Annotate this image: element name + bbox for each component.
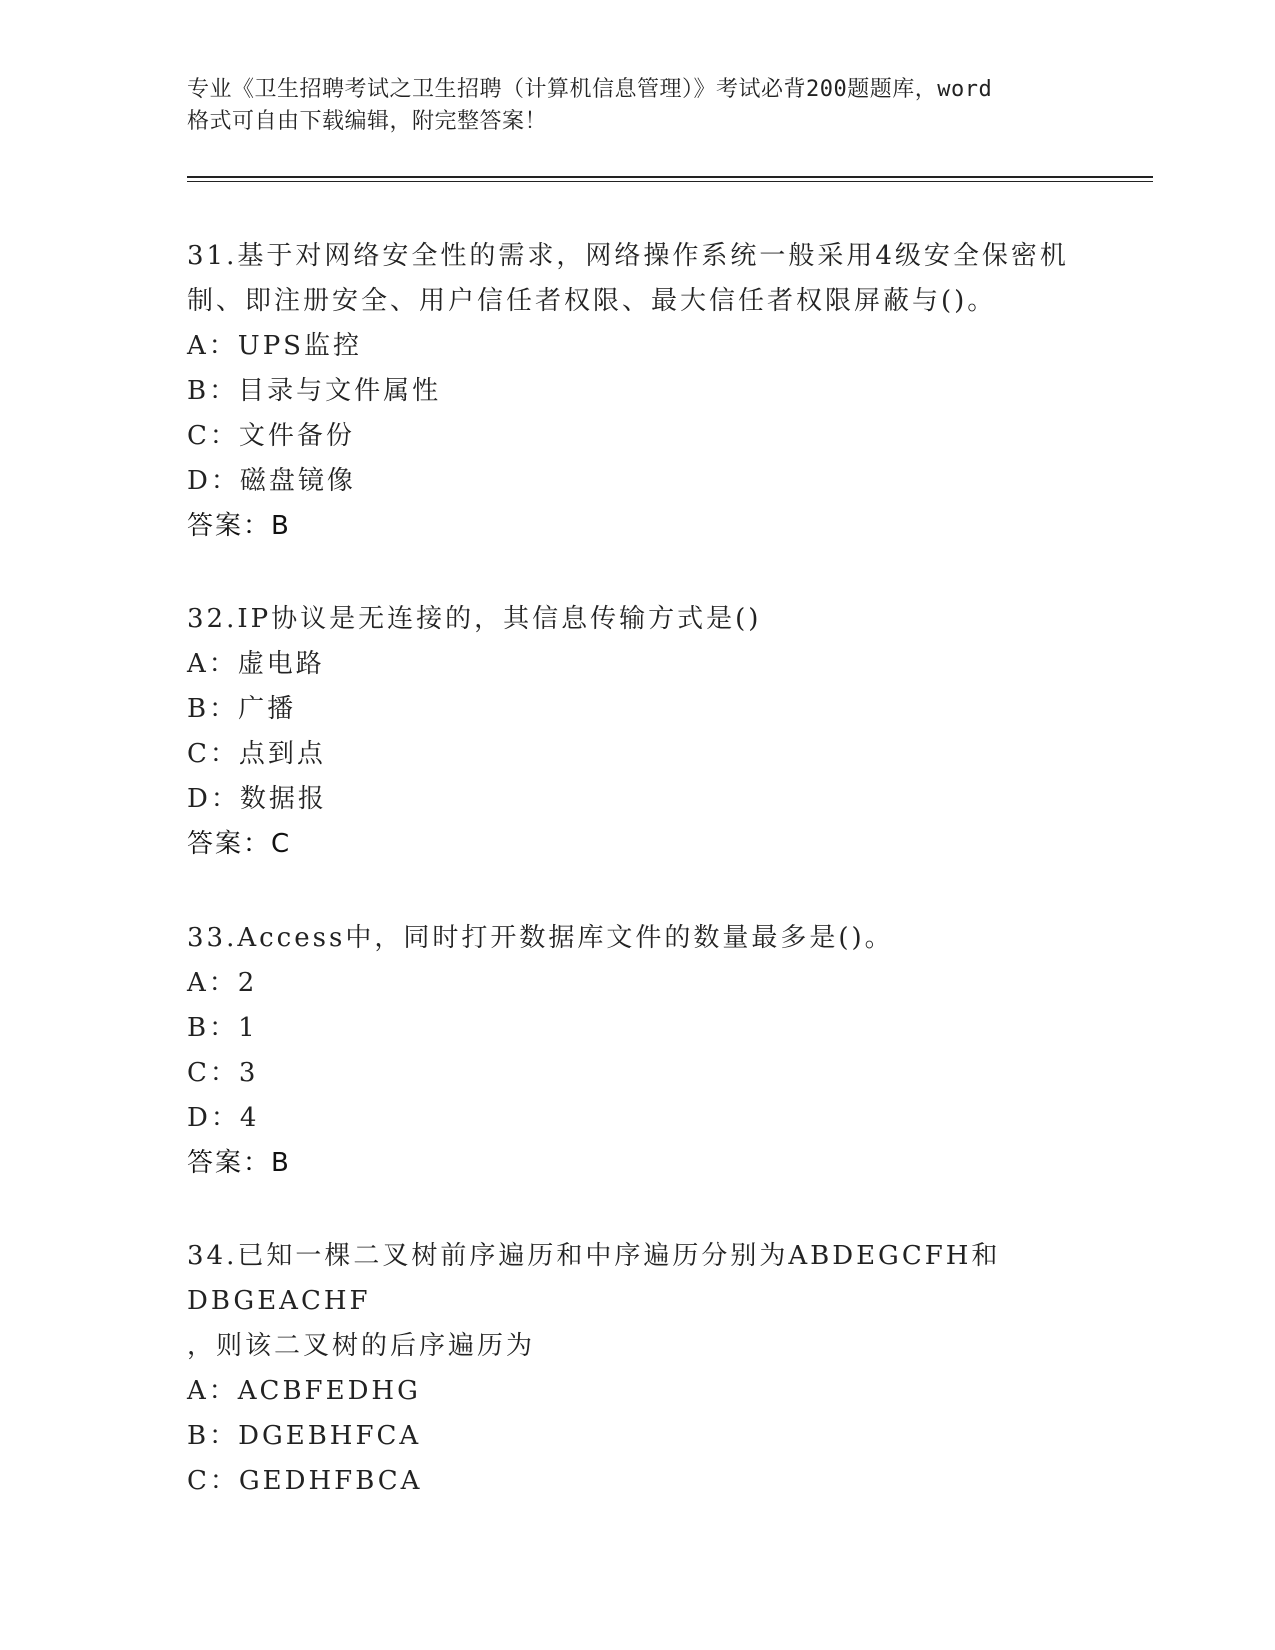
option-a: A：ACBFEDHG (187, 1376, 421, 1406)
question-stem-line-2: 制、即注册安全、用户信任者权限、最大信任者权限屏蔽与()。 (187, 286, 997, 316)
option-b: B：DGEBHFCA (187, 1421, 422, 1451)
answer-line: 答案：B (187, 511, 291, 541)
option-a: A：虚电路 (187, 649, 325, 679)
header-title-line-2: 格式可自由下载编辑，附完整答案！ (187, 109, 548, 134)
option-d: D：4 (187, 1103, 260, 1133)
option-b: B：广播 (187, 694, 297, 724)
option-a: A：2 (187, 968, 258, 998)
option-c: C：GEDHFBCA (187, 1466, 423, 1496)
answer-line: 答案：C (187, 829, 292, 859)
option-d: D：磁盘镜像 (187, 466, 356, 496)
question-33 (187, 916, 1087, 1186)
option-c: C：3 (187, 1058, 259, 1088)
header-divider-thin (187, 181, 1153, 182)
question-stem-line-1: 32.IP协议是无连接的，其信息传输方式是() (187, 604, 762, 634)
question-34 (187, 1234, 1087, 1504)
option-c: C：文件备份 (187, 421, 355, 451)
document-header (187, 74, 1087, 138)
option-b: B：1 (187, 1013, 258, 1043)
option-d: D：数据报 (187, 784, 327, 814)
question-31 (187, 234, 1087, 549)
option-b: B：目录与文件属性 (187, 376, 442, 406)
option-c: C：点到点 (187, 739, 326, 769)
answer-line: 答案：B (187, 1148, 291, 1178)
question-stem-line-1: 31.基于对网络安全性的需求，网络操作系统一般采用4级安全保密机 (187, 241, 1069, 271)
option-a: A：UPS监控 (187, 331, 362, 361)
header-divider-thick (187, 176, 1153, 178)
question-stem-line-1: 34.已知一棵二叉树前序遍历和中序遍历分别为ABDEGCFH和DBGEACHF (187, 1241, 1001, 1316)
question-stem-line-1: 33.Access中，同时打开数据库文件的数量最多是()。 (187, 923, 894, 953)
question-stem-line-2: ，则该二叉树的后序遍历为 (187, 1331, 536, 1361)
header-title-line-1: 专业《卫生招聘考试之卫生招聘（计算机信息管理）》考试必背200题题库，word (187, 77, 993, 102)
question-32 (187, 597, 1087, 867)
